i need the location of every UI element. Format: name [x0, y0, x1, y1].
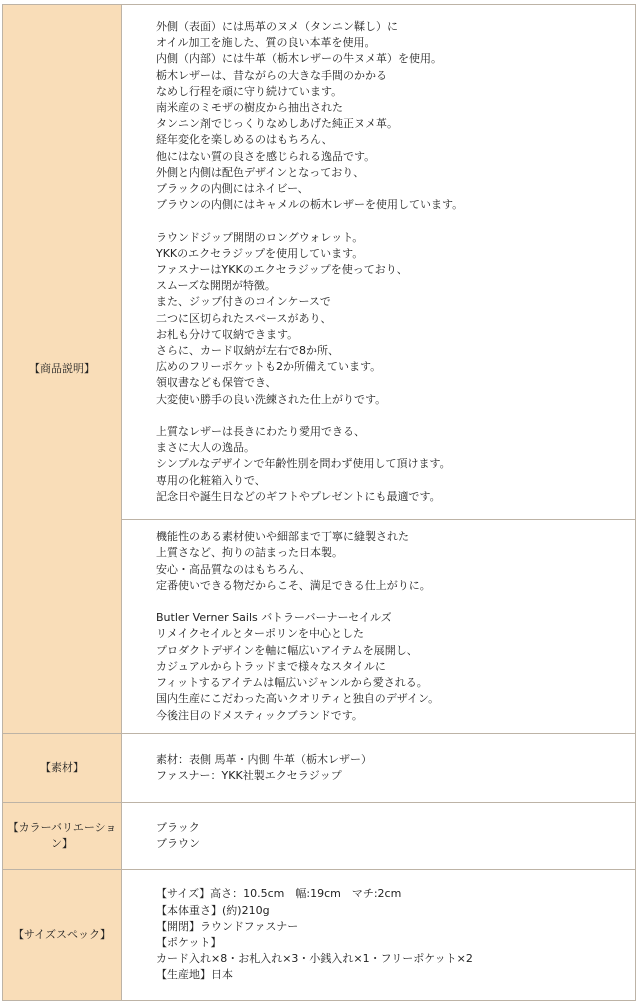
description-paragraph-3: 上質なレザーは長きにわたり愛用できる、 まさに大人の逸品。 シンプルなデザインで年齢性別を問わず使用して頂けます。 専用の化粧箱入りで、 記念日や誕生日などのギフトやプレゼントにも最適です。: [156, 425, 451, 503]
size-value: 【サイズ】高さ：10.5cm 幅:19cm マチ:2cm 【本体重さ】(約)210g 【開閉】ラウンドファスナー 【ポケット】 カード入れ×8・お札入れ×3・小銭入れ×1・フリーポケット×2 【生産地】日本: [156, 887, 473, 982]
size-label-cell: [3, 870, 122, 1001]
material-label-cell: [3, 734, 122, 803]
color-label: 【カラーバリエーション】: [7, 821, 117, 850]
color-value-cell: [122, 803, 636, 870]
color-row: [3, 803, 636, 870]
description-paragraph-5: Butler Verner Sails バトラーバーナーセイルズ リメイクセイルとターポリンを中心とした プロダクトデザインを軸に幅広いアイテムを展開し、 カジュアルからトラッドまで様々なスタイルに フィットするアイテムは幅広いジャンルから愛される。 国内生産にこだわった高いクオリティと独自のデザイン。 今後注目のドメスティックブランドです。: [156, 611, 440, 722]
material-row: [3, 734, 636, 803]
product-spec-table: [2, 4, 636, 1001]
size-label: 【サイズスペック】: [12, 928, 112, 941]
description-label-cell: [3, 5, 122, 734]
description-label: 【商品説明】: [29, 362, 95, 375]
description-paragraph-2: ラウンドジップ開閉のロングウォレット。 YKKのエクセラジップを使用しています。 ファスナーはYKKのエクセラジップを使っており、 スムーズな開閉が特徴。 また、ジップ付きのコインケースで 二つに区切られたスペースがあり、 お札も分けて収納できます。 さらに、カード収納が左右で8か所、 広めのフリーポケットも2か所備えています。 領収書なども保管でき、 大変使い勝手の良い洗練された仕上がりです。: [156, 230, 408, 406]
material-value-cell: [122, 734, 636, 803]
size-row: [3, 870, 636, 1001]
description-paragraph-1: 外側（表面）には馬革のヌメ（タンニン鞣し）に オイル加工を施した、質の良い本革を使用。 内側（内部）には牛革（栃木レザーの牛ヌメ革）を使用。 栃木レザーは、昔ながらの大きな手間のかかる なめし行程を頑に守り続けています。 南米産のミモザの樹皮から抽出された タンニン剤でじっくりなめしあげた純正ヌメ革。 経年変化を楽しめるのはもちろん、 他にはない質の良さを感じられる逸品です。 外側と内側は配色デザインとなっており、 ブラックの内側にはネイビー、 ブラウンの内側にはキャメルの栃木レザーを使用しています。: [156, 19, 464, 212]
description-row: [3, 5, 636, 520]
size-value-cell: [122, 870, 636, 1001]
description-value-cell-continued: [122, 520, 636, 734]
description-value-cell: [122, 5, 636, 520]
color-value: ブラック ブラウン: [156, 820, 200, 850]
description-paragraph-4: 機能性のある素材使いや細部まで丁寧に縫製された 上質さなど、拘りの詰まった日本製。 安心・高品質なのはもちろん、 定番使いできる物だからこそ、満足できる仕上がりに。: [156, 530, 431, 592]
material-value: 素材：表側 馬革・内側 牛革（栃木レザー） ファスナー：YKK社製エクセラジップ: [156, 752, 372, 782]
material-label: 【素材】: [40, 761, 84, 774]
color-label-cell: [3, 803, 122, 870]
